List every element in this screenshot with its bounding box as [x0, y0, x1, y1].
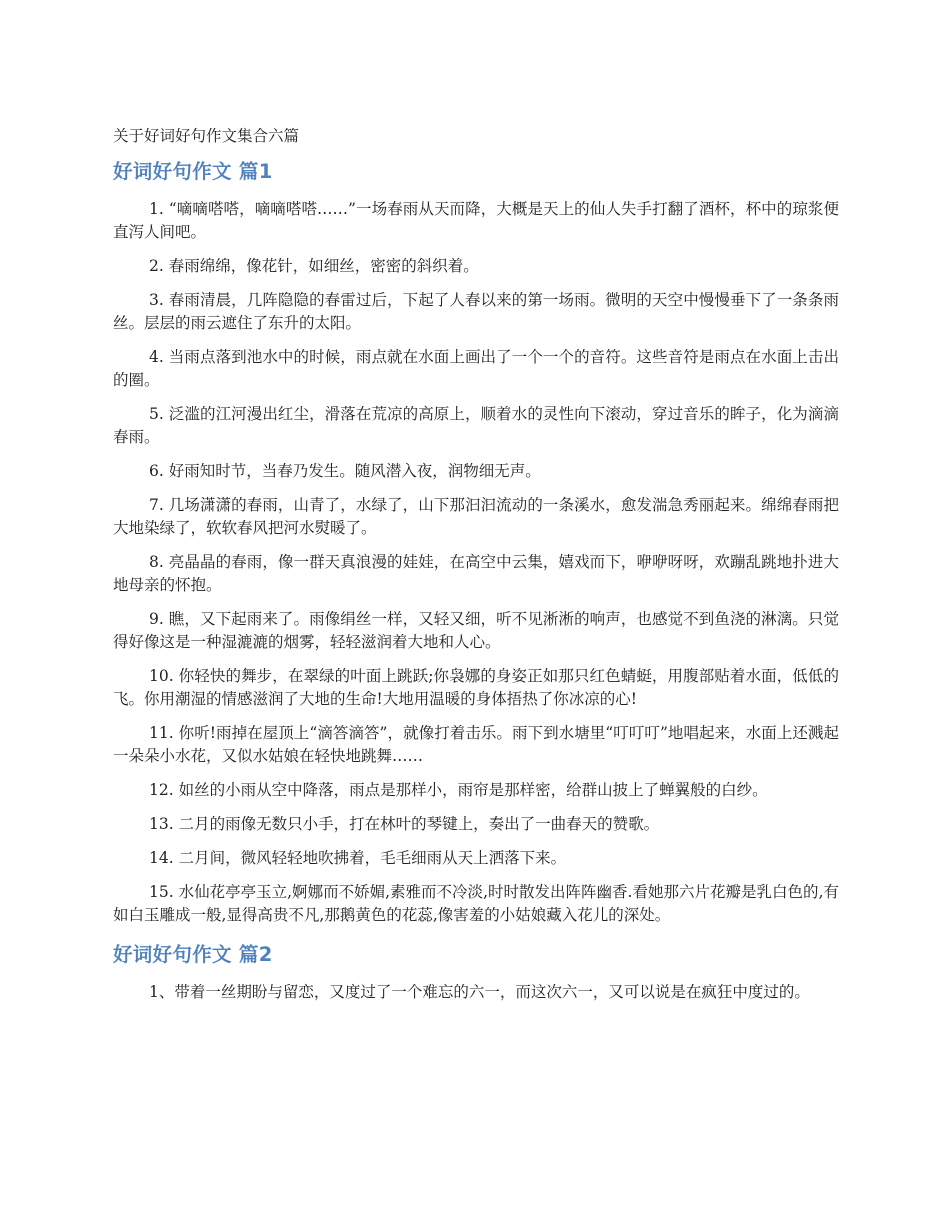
section-2 [113, 941, 839, 1004]
paragraph: 9. 瞧，又下起雨来了。雨像绢丝一样，又轻又细，听不见淅淅的响声，也感觉不到鱼浇的淋漓。只觉得好像这是一种湿漉漉的烟雾，轻轻滋润着大地和人心。 [113, 610, 839, 651]
paragraph: 13. 二月的雨像无数只小手，打在林叶的琴键上，奏出了一曲春天的赞歌。 [149, 815, 660, 833]
paragraph: 2. 春雨绵绵，像花针，如细丝，密密的斜织着。 [149, 257, 479, 275]
paragraph: 15. 水仙花亭亭玉立,婀娜而不娇媚,素雅而不冷淡,时时散发出阵阵幽香.看她那六片花瓣是乳白色的,有如白玉雕成一般,显得高贵不凡,那鹅黄色的花蕊,像害羞的小姑娘藏入花儿的深处。 [113, 883, 839, 924]
paragraph: 8. 亮晶晶的春雨，像一群天真浪漫的娃娃，在高空中云集，嬉戏而下，咿咿呀呀，欢蹦乱跳地扑进大地母亲的怀抱。 [113, 553, 839, 594]
paragraph: 14. 二月间，微风轻轻地吹拂着，毛毛细雨从天上洒落下来。 [149, 849, 567, 867]
section-heading: 好词好句作文 篇2 [113, 943, 273, 966]
paragraph: 4. 当雨点落到池水中的时候，雨点就在水面上画出了一个一个的音符。这些音符是雨点在水面上击出的圈。 [113, 348, 839, 389]
paragraph: 6. 好雨知时节，当春乃发生。随风潜入夜，润物细无声。 [149, 462, 541, 480]
paragraph: 5. 泛滥的江河漫出红尘，滑落在荒凉的高原上，顺着水的灵性向下滚动，穿过音乐的眸子，化为滴滴春雨。 [113, 405, 839, 446]
paragraph: 10. 你轻快的舞步，在翠绿的叶面上跳跃;你袅娜的身姿正如那只红色蜻蜓，用腹部贴着水面，低低的飞。你用潮湿的情感滋润了大地的生命!大地用温暖的身体捂热了你冰凉的心! [113, 667, 839, 708]
paragraph: 1. “嘀嘀嗒嗒，嘀嘀嗒嗒……”一场春雨从天而降，大概是天上的仙人失手打翻了酒杯，杯中的琼浆便直泻人间吧。 [113, 200, 839, 241]
paragraph: 3. 春雨清晨，几阵隐隐的春雷过后，下起了人春以来的第一场雨。微明的天空中慢慢垂下了一条条雨丝。层层的雨云遮住了东升的太阳。 [113, 291, 839, 332]
paragraph: 1、带着一丝期盼与留恋，又度过了一个难忘的六一，而这次六一，又可以说是在疯狂中度过的。 [149, 983, 810, 1001]
document-title: 关于好词好句作文集合六篇 [113, 127, 300, 145]
paragraph: 11. 你听!雨掉在屋顶上“滴答滴答”，就像打着击乐。雨下到水塘里“叮叮叮”地唱起来，水面上还溅起一朵朵小水花，又似水姑娘在轻快地跳舞…… [113, 724, 839, 765]
section-heading: 好词好句作文 篇1 [113, 160, 273, 183]
document-page [113, 124, 839, 1015]
paragraph: 12. 如丝的小雨从空中降落，雨点是那样小，雨帘是那样密，给群山披上了蝉翼般的白纱。 [149, 781, 768, 799]
section-1 [113, 158, 839, 927]
paragraph: 7. 几场潇潇的春雨，山青了，水绿了，山下那汩汩流动的一条溪水，愈发湍急秀丽起来。绵绵春雨把大地染绿了，软软春风把河水熨暖了。 [113, 496, 839, 537]
